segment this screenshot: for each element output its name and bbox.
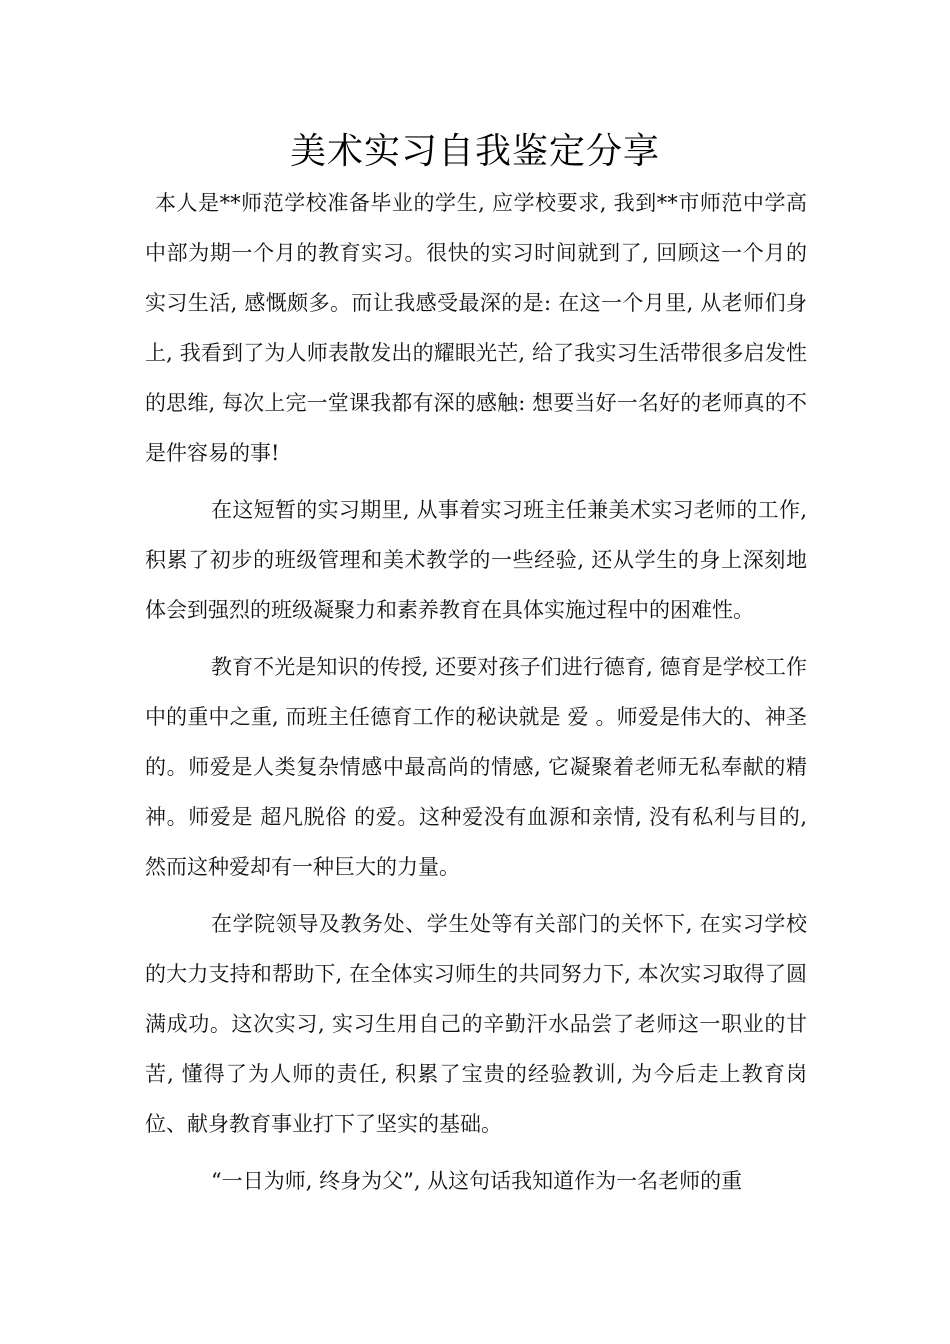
document-body — [145, 178, 807, 1206]
paragraph: “一日为师, 终身为父”, 从这句话我知道作为一名老师的重 — [211, 1169, 743, 1193]
paragraph: 在学院领导及教务处、学生处等有关部门的关怀下, 在实习学校的大力支持和帮助下, 在全体实习师生的共同努力下, 本次实习取得了圆满成功。这次实习, 实习生用自己的辛勤汗水品尝了老师这一职业的甘苦, 懂得了为人师的责任, 积累了宝贵的经验教训, 为今后走上教育岗位、献身教育事业打下了坚实的基础。 — [145, 912, 807, 1136]
document-title: 美术实习自我鉴定分享 — [289, 131, 660, 172]
paragraph: 在这短暂的实习期里, 从事着实习班主任兼美术实习老师的工作, 积累了初步的班级管理和美术教学的一些经验, 还从学生的身上深刻地体会到强烈的班级凝聚力和素养教育在具体实施过程中的困难性。 — [145, 498, 807, 622]
paragraph: 本人是**师范学校准备毕业的学生, 应学校要求, 我到**市师范中学高中部为期一个月的教育实习。很快的实习时间就到了, 回顾这一个月的实习生活, 感慨颇多。而让我感受最深的是: 在这一个月里, 从老师们身上, 我看到了为人师表散发出的耀眼光芒, 给了我实习生活带很多启发性的思维, 每次上完一堂课我都有深的感触: 想要当好一名好的老师真的不是件容易的事! — [145, 191, 807, 465]
paragraph: 教育不光是知识的传授, 还要对孩子们进行德育, 德育是学校工作中的重中之重, 而班主任德育工作的秘诀就是 爱 。师爱是伟大的、神圣的。师爱是人类复杂情感中最高尚的情感, 它凝聚着老师无私奉献的精神。师爱是 超凡脱俗 的爱。这种爱没有血源和亲情, 没有私利与目的, 然而这种爱却有一种巨大的力量。 — [145, 655, 807, 879]
